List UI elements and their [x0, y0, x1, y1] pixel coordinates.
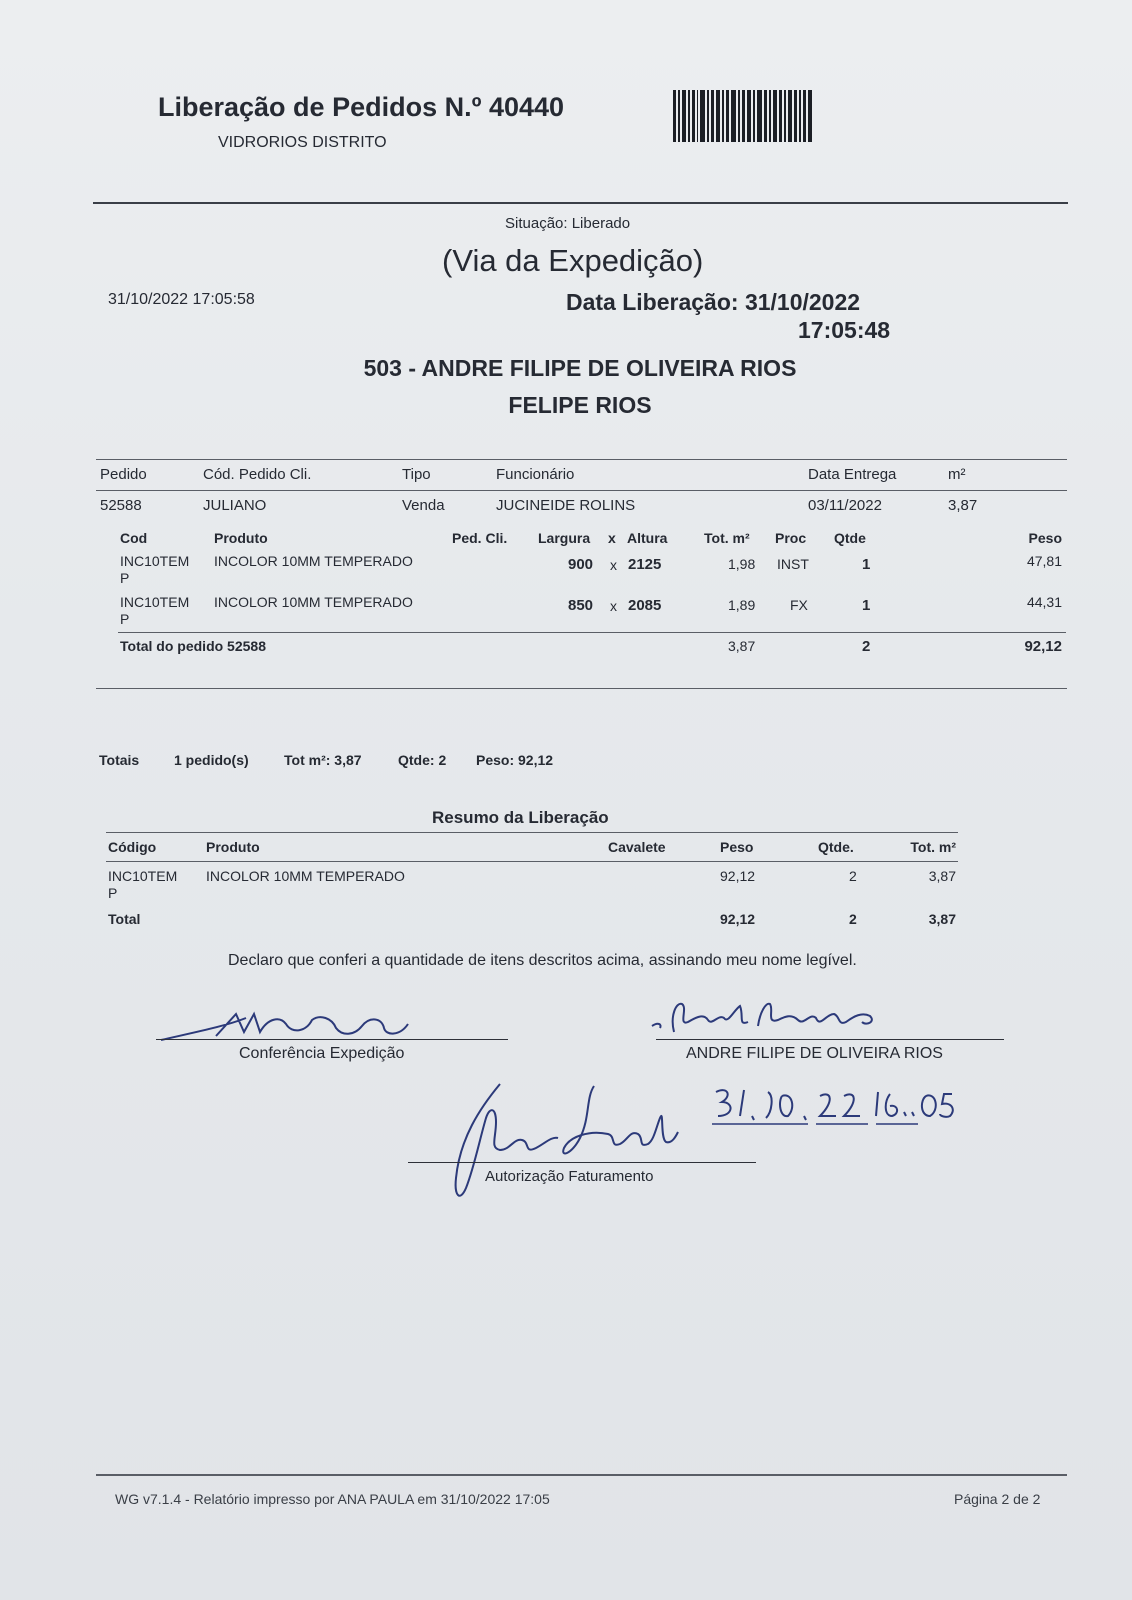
autorizacao-line — [408, 1162, 756, 1163]
col-header-funcionario: Funcionário — [496, 466, 575, 483]
totals-orders: 1 pedido(s) — [174, 752, 249, 768]
item-2-largura: 850 — [568, 597, 594, 614]
handwritten-date-value — [740, 1130, 747, 1131]
client-signature — [648, 996, 888, 1042]
summary-header-codigo: Código — [108, 839, 157, 855]
summary-header-produto: Produto — [206, 839, 260, 855]
item-1-qtde: 1 — [862, 556, 871, 573]
release-time: 17:05:48 — [798, 317, 891, 343]
item-1-cod: INC10TEM — [120, 553, 190, 569]
totals-peso: Peso: 92,12 — [476, 752, 554, 768]
totals-label: Totais — [99, 752, 140, 768]
col-header-pedido: Pedido — [100, 466, 147, 483]
summary-total-peso: 92,12 — [720, 911, 756, 927]
item-1-largura: 900 — [568, 556, 594, 573]
printed-datetime: 31/10/2022 17:05:58 — [108, 291, 255, 308]
conferencia-line — [156, 1039, 508, 1040]
status-text: Situação: Liberado — [505, 215, 631, 232]
summary-produto: INCOLOR 10MM TEMPERADO — [206, 868, 405, 884]
summary-total-label: Total — [108, 911, 141, 927]
order-employee: JUCINEIDE ROLINS — [496, 497, 636, 514]
summary-header-tot-m2: Tot. m² — [910, 839, 956, 855]
summary-total-tot-m2: 3,87 — [928, 911, 956, 927]
order-total-qtde: 2 — [862, 638, 871, 655]
footer-printed-by: WG v7.1.4 - Relatório impresso por ANA PAULA em 31/10/2022 17:05 — [115, 1491, 550, 1507]
item-1-tot-m2: 1,98 — [728, 556, 756, 572]
item-header-peso: Peso — [1028, 530, 1062, 546]
autorizacao-signature — [440, 1078, 680, 1208]
col-header-cod-pedido-cli: Cód. Pedido Cli. — [203, 466, 312, 483]
items-total-line — [118, 632, 1066, 633]
item-header-altura: Altura — [627, 530, 668, 546]
summary-tot-m2: 3,87 — [928, 868, 956, 884]
table-bottom-line — [96, 688, 1067, 689]
header-divider — [93, 202, 1068, 204]
document-title: Liberação de Pedidos N.º 40440 — [158, 92, 565, 122]
order-number: 52588 — [100, 497, 142, 514]
order-total-peso: 92,12 — [1024, 638, 1062, 655]
item-1-altura: 2125 — [628, 556, 662, 573]
handwritten-date — [708, 1082, 988, 1132]
autorizacao-label: Autorização Faturamento — [485, 1168, 654, 1185]
summary-codigo: INC10TEM — [108, 868, 178, 884]
order-type: Venda — [402, 497, 445, 514]
item-1-cod-cont: P — [120, 570, 130, 586]
summary-title: Resumo da Liberação — [432, 808, 609, 827]
summary-top-line — [106, 832, 958, 833]
col-header-tipo: Tipo — [402, 466, 431, 483]
summary-codigo-cont: P — [108, 885, 118, 901]
client-signature-line — [656, 1039, 1004, 1040]
item-header-largura: Largura — [538, 530, 591, 546]
item-2-qtde: 1 — [862, 597, 871, 614]
table-header-line — [96, 490, 1067, 491]
summary-header-line — [106, 861, 958, 862]
item-1-x: x — [610, 557, 617, 573]
item-header-tot-m2: Tot. m² — [704, 530, 750, 546]
footer-line — [96, 1474, 1067, 1476]
summary-header-cavalete: Cavalete — [608, 839, 666, 855]
summary-total-qtde: 2 — [849, 911, 857, 927]
order-delivery-date: 03/11/2022 — [808, 497, 882, 514]
item-2-proc: FX — [790, 597, 808, 613]
conferencia-signature — [156, 1006, 416, 1046]
footer-page-number: Página 2 de 2 — [954, 1491, 1041, 1507]
summary-peso: 92,12 — [720, 868, 756, 884]
release-date: Data Liberação: 31/10/2022 — [566, 289, 861, 315]
item-1-produto: INCOLOR 10MM TEMPERADO — [214, 553, 413, 569]
item-2-tot-m2: 1,89 — [728, 597, 756, 613]
item-header-ped-cli: Ped. Cli. — [452, 530, 508, 546]
client-signature-label: ANDRE FILIPE DE OLIVEIRA RIOS — [686, 1045, 943, 1062]
item-2-cod-cont: P — [120, 611, 130, 627]
conferencia-label: Conferência Expedição — [239, 1045, 405, 1062]
barcode — [673, 90, 843, 142]
declaration-text: Declaro que conferi a quantidade de itens descritos acima, assinando meu nome legível. — [228, 952, 857, 969]
item-2-cod: INC10TEM — [120, 594, 190, 610]
item-2-altura: 2085 — [628, 597, 662, 614]
summary-header-peso: Peso — [720, 839, 754, 855]
item-1-proc: INST — [777, 556, 809, 572]
copy-type: (Via da Expedição) — [442, 243, 704, 278]
summary-header-qtde: Qtde. — [818, 839, 854, 855]
summary-qtde: 2 — [849, 868, 857, 884]
item-header-x: x — [608, 530, 616, 546]
item-header-cod: Cod — [120, 530, 148, 546]
table-top-line — [96, 459, 1067, 460]
order-total-label: Total do pedido 52588 — [120, 638, 266, 654]
totals-m2: Tot m²: 3,87 — [284, 752, 362, 768]
order-total-m2: 3,87 — [728, 638, 756, 654]
item-header-produto: Produto — [214, 530, 268, 546]
item-header-qtde: Qtde — [834, 530, 866, 546]
item-header-proc: Proc — [775, 530, 807, 546]
item-2-peso: 44,31 — [1026, 594, 1062, 610]
totals-qtde: Qtde: 2 — [398, 752, 447, 768]
col-header-data-entrega: Data Entrega — [808, 466, 897, 483]
company-name: VIDRORIOS DISTRITO — [218, 134, 387, 151]
order-client-code: JULIANO — [203, 497, 267, 514]
item-2-x: x — [610, 598, 617, 614]
item-2-produto: INCOLOR 10MM TEMPERADO — [214, 594, 413, 610]
client-nickname: FELIPE RIOS — [508, 392, 652, 418]
item-1-peso: 47,81 — [1026, 553, 1062, 569]
order-m2: 3,87 — [948, 497, 978, 514]
col-header-m2: m² — [948, 466, 966, 483]
client-name: 503 - ANDRE FILIPE DE OLIVEIRA RIOS — [363, 355, 797, 381]
